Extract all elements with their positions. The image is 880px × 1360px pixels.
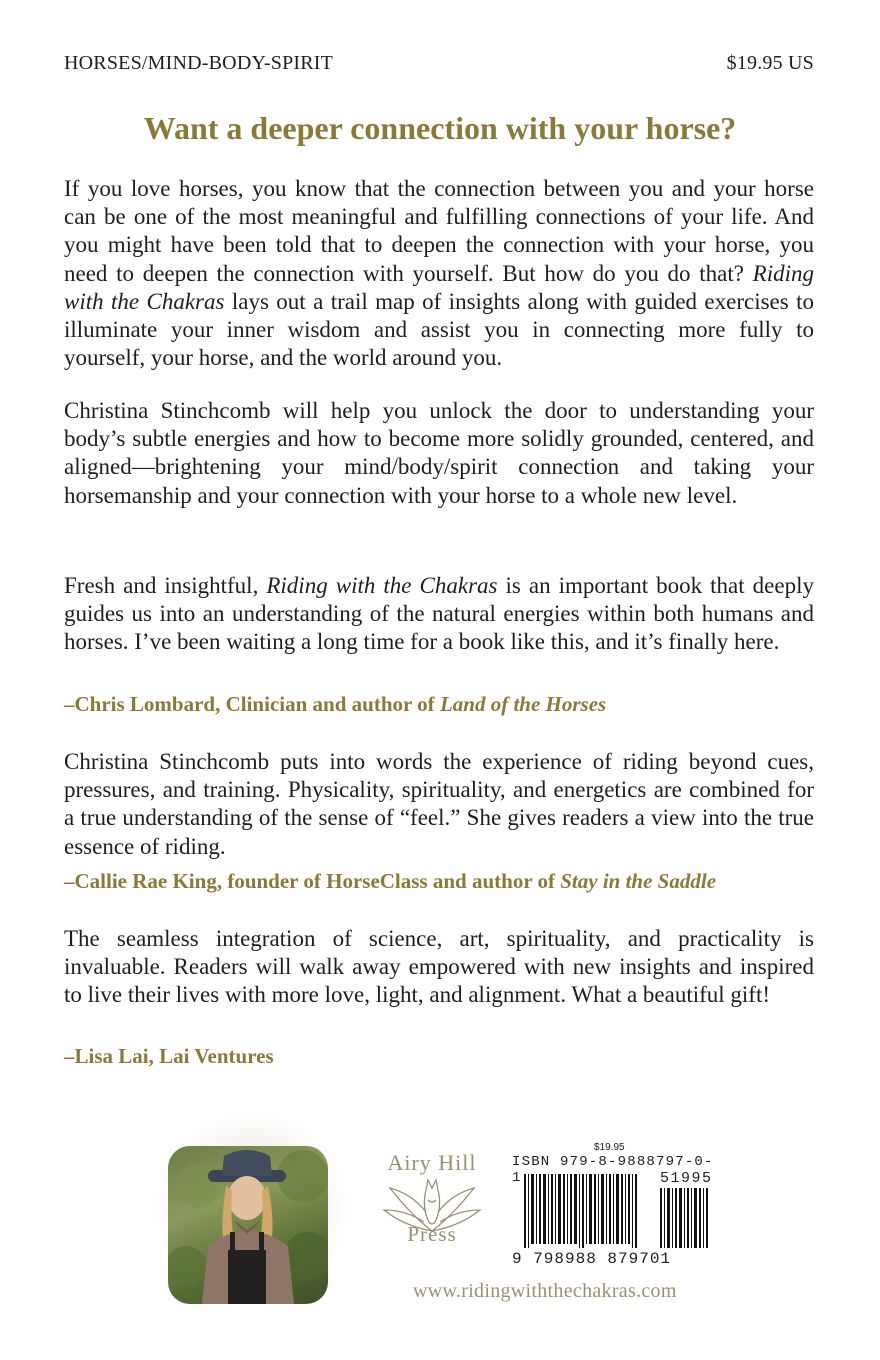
website-link[interactable]: www.ridingwiththechakras.com [413,1280,677,1302]
intro-text-2: lays out a trail map of insights along with guided exercises to illuminate your inner wisdom and assist you in connecting more fully to yourself, your horse, and the world around you. [64,288,815,371]
author-photo-area [152,1108,352,1308]
category-label: HORSES/MIND-BODY-SPIRIT [64,52,334,74]
endorsement-3-quote: The seamless integration of science, art, spirituality, and practicality is invaluable. Readers will walk away empowered with new insights and inspired to live their lives with more love, light, and alignment. What a beautiful gift! [64,926,814,1008]
endorsement-1-text-1: Fresh and insightful, [64,573,267,598]
intro-paragraph [64,175,814,372]
endorsement-1-quote [64,572,814,657]
barcode-digits: 9 798988 879701 [512,1250,672,1268]
endorsement-1-author-title: Land of the Horses [439,692,607,716]
barcode-price: $19.95 [594,1142,625,1153]
endorsement-1-book-title: Riding with the Chakras [266,573,498,598]
endorsement-1-text-2: is an important book that deeply guides us into an understanding of the natural energies within both humans and horses. I’ve been waiting a long time for a book like this, and it’s finally here. [64,573,814,655]
endorsement-2-quote: Christina Stinchcomb puts into words the experience of riding beyond cues, pressures, and training. Physicality, spirituality, and energetics are combined for a true understanding of the sense of “feel.” She gives readers a view into the true essence of riding. [64,749,814,859]
endorsement-1-author: –Chris Lombard, Clinician and author of [64,692,440,716]
author-photo-illustration [168,1146,328,1304]
endorsement-2-author: –Callie Rae King, founder of HorseClass and author of [64,869,561,893]
lotus-horse-icon [382,1176,482,1236]
publisher-name-line2: Press [407,1222,457,1246]
author-photo [168,1146,328,1304]
author-blurb: Christina Stinchcomb will help you unlock the door to understanding your body’s subtle energies and how to become more solidly grounded, centered, and aligned—brightening your mind/body/spirit connection and taking your horsemanship and your connection with your horse to a whole new level. [64,398,814,508]
barcode-block [510,1142,716,1272]
endorsement-2-attribution [64,869,824,894]
price-label: $19.95 US [726,52,814,74]
endorsement-1-attribution [64,692,824,717]
top-line [64,52,814,75]
intro-text-1: If you love horses, you know that the connection between you and your horse can be one of the most meaningful and fulfilling connections of your life. And you might have been told that to deepen the connection with your horse, you need to deepen the connection with yourself. But how do you do that? [64,176,814,286]
barcode-addon: 51995 [660,1170,713,1187]
headline: Want a deeper connection with your horse? [143,110,737,146]
endorsement-2-author-title: Stay in the Saddle [560,869,717,893]
endorsement-3-attribution: –Lisa Lai, Lai Ventures [64,1044,274,1068]
isbn-text: ISBN 979-8-9888797-0-1 [512,1154,714,1186]
intro-book-title: Riding with the Chakras [64,260,814,314]
publisher-logo [376,1150,488,1270]
publisher-name-line1: Airy Hill [387,1150,477,1175]
